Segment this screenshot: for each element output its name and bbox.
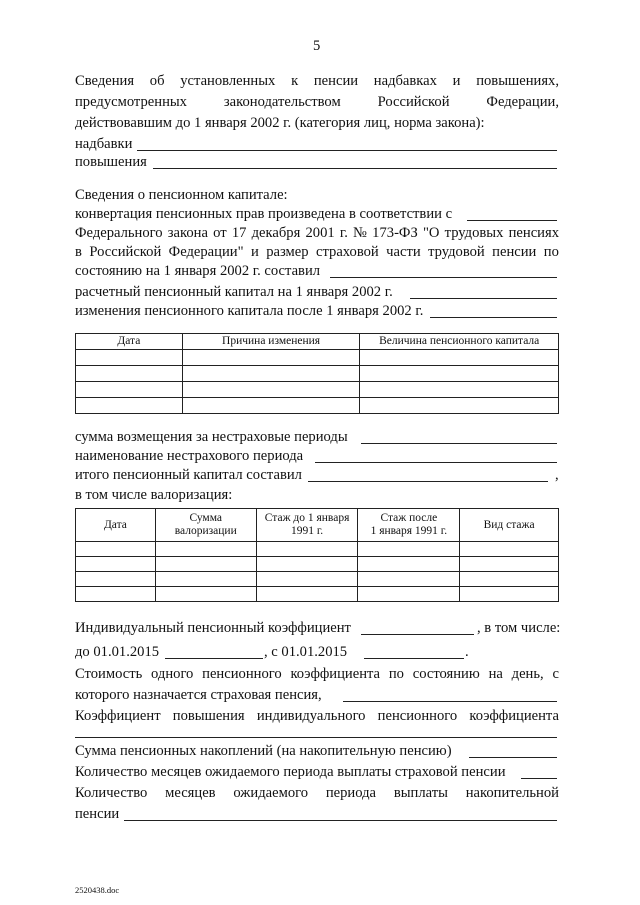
- table-row: [76, 350, 559, 366]
- word: Федерации": [168, 244, 244, 260]
- table-cell[interactable]: [360, 382, 559, 398]
- conversion-line3: [75, 243, 559, 261]
- word: на: [488, 666, 503, 682]
- table1-header-date: Дата: [76, 334, 183, 350]
- table2-header-date: Дата: [76, 509, 156, 542]
- capital-changes-label: изменения пенсионного капитала после 1 января 2002 г.: [75, 303, 424, 319]
- table-cell[interactable]: [182, 398, 360, 414]
- table-cell[interactable]: [76, 350, 183, 366]
- table-cell[interactable]: [155, 542, 256, 557]
- word: г.: [339, 225, 348, 241]
- word: от: [213, 225, 227, 241]
- word: страховой: [315, 244, 379, 260]
- table-cell[interactable]: [460, 572, 559, 587]
- increase-coefficient-line: [75, 707, 559, 725]
- table-cell[interactable]: [182, 350, 360, 366]
- increase-coefficient-field[interactable]: [75, 737, 557, 738]
- word: в: [75, 244, 82, 260]
- table-cell[interactable]: [358, 587, 460, 602]
- table-row: [76, 572, 559, 587]
- capital-changes-field[interactable]: [430, 317, 557, 318]
- months-funded-line1: [75, 784, 559, 802]
- table-cell[interactable]: [76, 542, 156, 557]
- word: Российской: [89, 244, 162, 260]
- word: пенсии: [313, 73, 359, 89]
- word: состоянию: [412, 666, 480, 682]
- word: части: [386, 244, 421, 260]
- months-insurance-field[interactable]: [521, 778, 557, 779]
- estimated-capital-field[interactable]: [410, 298, 557, 299]
- compensation-sum-field[interactable]: [361, 443, 557, 444]
- table-row: [76, 382, 559, 398]
- nonins-period-field[interactable]: [315, 462, 557, 463]
- word: 2001: [305, 225, 335, 241]
- word: №: [353, 225, 367, 241]
- word: законодательством: [223, 94, 341, 110]
- table-row: [76, 366, 559, 382]
- word: к: [291, 73, 299, 89]
- valorization-table: [75, 508, 559, 602]
- table-cell[interactable]: [460, 587, 559, 602]
- capital-heading: Сведения о пенсионном капитале:: [75, 187, 288, 203]
- word: закона: [167, 225, 208, 241]
- table-row: [76, 398, 559, 414]
- word: накопительной: [465, 785, 559, 801]
- table-cell[interactable]: [76, 366, 183, 382]
- word: Стоимость: [75, 666, 143, 682]
- word: коэффициента: [469, 708, 559, 724]
- table2-header-before-1991: Стаж до 1 января 1991 г.: [256, 509, 358, 542]
- table-cell[interactable]: [182, 366, 360, 382]
- ipk-tail: , в том числе:: [477, 620, 561, 636]
- table-row: [76, 587, 559, 602]
- word: коэффициента: [290, 666, 381, 682]
- word: установленных: [180, 73, 276, 89]
- estimated-capital-label: расчетный пенсионный капитал на 1 января 2002 г.: [75, 284, 393, 300]
- table-cell[interactable]: [358, 572, 460, 587]
- word: день,: [511, 666, 544, 682]
- table-cell[interactable]: [76, 382, 183, 398]
- word: трудовых: [444, 225, 504, 241]
- coefficient-cost-field[interactable]: [343, 701, 557, 702]
- allowances-intro-line1: [75, 72, 559, 90]
- capital-changes-table: [75, 333, 559, 414]
- word: и: [250, 244, 259, 260]
- table2-header-after-1991: Стаж после 1 января 1991 г.: [358, 509, 460, 542]
- conversion-line2: [75, 224, 559, 242]
- document-filename: 2520438.doc: [75, 885, 120, 895]
- allowances-field[interactable]: [137, 150, 557, 151]
- word: Сведения: [75, 73, 135, 89]
- word: и: [452, 73, 461, 89]
- word: предусмотренных: [75, 94, 187, 110]
- word: по: [543, 244, 559, 260]
- table-cell[interactable]: [256, 572, 358, 587]
- after-2015-label: , с 01.01.2015: [264, 644, 348, 660]
- word: пенсии: [492, 244, 537, 260]
- cost-line2: которого назначается страховая пенсия,: [75, 687, 322, 703]
- table-cell[interactable]: [182, 382, 360, 398]
- word: с: [552, 666, 559, 682]
- word: по: [388, 666, 404, 682]
- table-cell[interactable]: [358, 542, 460, 557]
- word: одного: [151, 666, 194, 682]
- word: Федерального: [75, 225, 163, 241]
- table-row: [76, 557, 559, 572]
- word: пенсионного: [377, 708, 458, 724]
- table-cell[interactable]: [256, 557, 358, 572]
- after-2015-period: .: [465, 644, 469, 660]
- word: "О: [422, 225, 440, 241]
- table1-header-capital: Величина пенсионного капитала: [360, 334, 559, 350]
- ipk-label: Индивидуальный пенсионный коэффициент: [75, 620, 351, 636]
- table-cell[interactable]: [155, 557, 256, 572]
- cost-line1: [75, 665, 559, 683]
- conversion-line1: конвертация пенсионных прав произведена в соответствии с: [75, 206, 453, 222]
- table-cell[interactable]: [155, 587, 256, 602]
- increases-field[interactable]: [153, 168, 557, 169]
- months-funded-line2: пенсии: [75, 806, 120, 822]
- table1-header-reason: Причина изменения: [182, 334, 360, 350]
- savings-sum-field[interactable]: [469, 757, 557, 758]
- table-cell[interactable]: [358, 557, 460, 572]
- total-capital-label: итого пенсионный капитал составил: [75, 467, 302, 483]
- after-2015-field[interactable]: [364, 658, 464, 659]
- savings-sum-label: Сумма пенсионных накоплений (на накопительную пенсию): [75, 743, 452, 759]
- word: пенсионного: [202, 666, 282, 682]
- word: надбавках: [373, 73, 437, 89]
- table-cell[interactable]: [460, 557, 559, 572]
- word: индивидуального: [256, 708, 366, 724]
- insurance-part-field[interactable]: [330, 277, 557, 278]
- word: об: [149, 73, 165, 89]
- ipk-field[interactable]: [361, 634, 474, 635]
- table-cell[interactable]: [256, 587, 358, 602]
- conversion-field[interactable]: [467, 220, 557, 221]
- allowances-intro-line3: действовавшим до 1 января 2002 г. (категория лиц, норма закона):: [75, 115, 485, 131]
- word: 173-ФЗ: [372, 225, 418, 241]
- word: выплаты: [393, 785, 448, 801]
- allowances-intro-line2: [75, 93, 559, 111]
- table-cell[interactable]: [360, 366, 559, 382]
- nonins-period-label: наименование нестрахового периода: [75, 448, 304, 464]
- table2-header-service-type: Вид стажа: [460, 509, 559, 542]
- months-funded-field[interactable]: [124, 820, 557, 821]
- table-cell[interactable]: [460, 542, 559, 557]
- word: ожидаемого: [233, 785, 309, 801]
- word: размер: [266, 244, 309, 260]
- allowances-label: надбавки: [75, 136, 133, 152]
- word: повышения: [172, 708, 245, 724]
- word: повышениях,: [476, 73, 559, 89]
- before-2015-field[interactable]: [165, 658, 263, 659]
- table-cell[interactable]: [76, 398, 183, 414]
- word: месяцев: [165, 785, 216, 801]
- including-valorization-label: в том числе валоризация:: [75, 487, 233, 503]
- table-cell[interactable]: [256, 542, 358, 557]
- total-capital-comma: ,: [555, 467, 559, 483]
- table-cell[interactable]: [76, 557, 156, 572]
- table2-header-valorization-sum: Сумма валоризации: [155, 509, 256, 542]
- word: Федерации,: [486, 94, 559, 110]
- word: Российской: [377, 94, 450, 110]
- word: трудовой: [428, 244, 485, 260]
- conversion-line4: состоянию на 1 января 2002 г. составил: [75, 263, 321, 279]
- word: 17: [231, 225, 247, 241]
- increases-label: повышения: [75, 154, 147, 170]
- months-insurance-label: Количество месяцев ожидаемого периода выплаты страховой пенсии: [75, 764, 506, 780]
- word: пенсиях: [508, 225, 559, 241]
- word: Количество: [75, 785, 148, 801]
- table-row: [76, 542, 559, 557]
- page-number: 5: [313, 38, 321, 54]
- compensation-sum-label: сумма возмещения за нестраховые периоды: [75, 429, 348, 445]
- table-cell[interactable]: [360, 398, 559, 414]
- word: Коэффициент: [75, 708, 161, 724]
- word: периода: [325, 785, 377, 801]
- table-cell[interactable]: [76, 572, 156, 587]
- table-cell[interactable]: [155, 572, 256, 587]
- table-cell[interactable]: [360, 350, 559, 366]
- table-cell[interactable]: [76, 587, 156, 602]
- before-2015-label: до 01.01.2015: [75, 644, 160, 660]
- total-capital-field[interactable]: [308, 481, 548, 482]
- word: декабря: [251, 225, 301, 241]
